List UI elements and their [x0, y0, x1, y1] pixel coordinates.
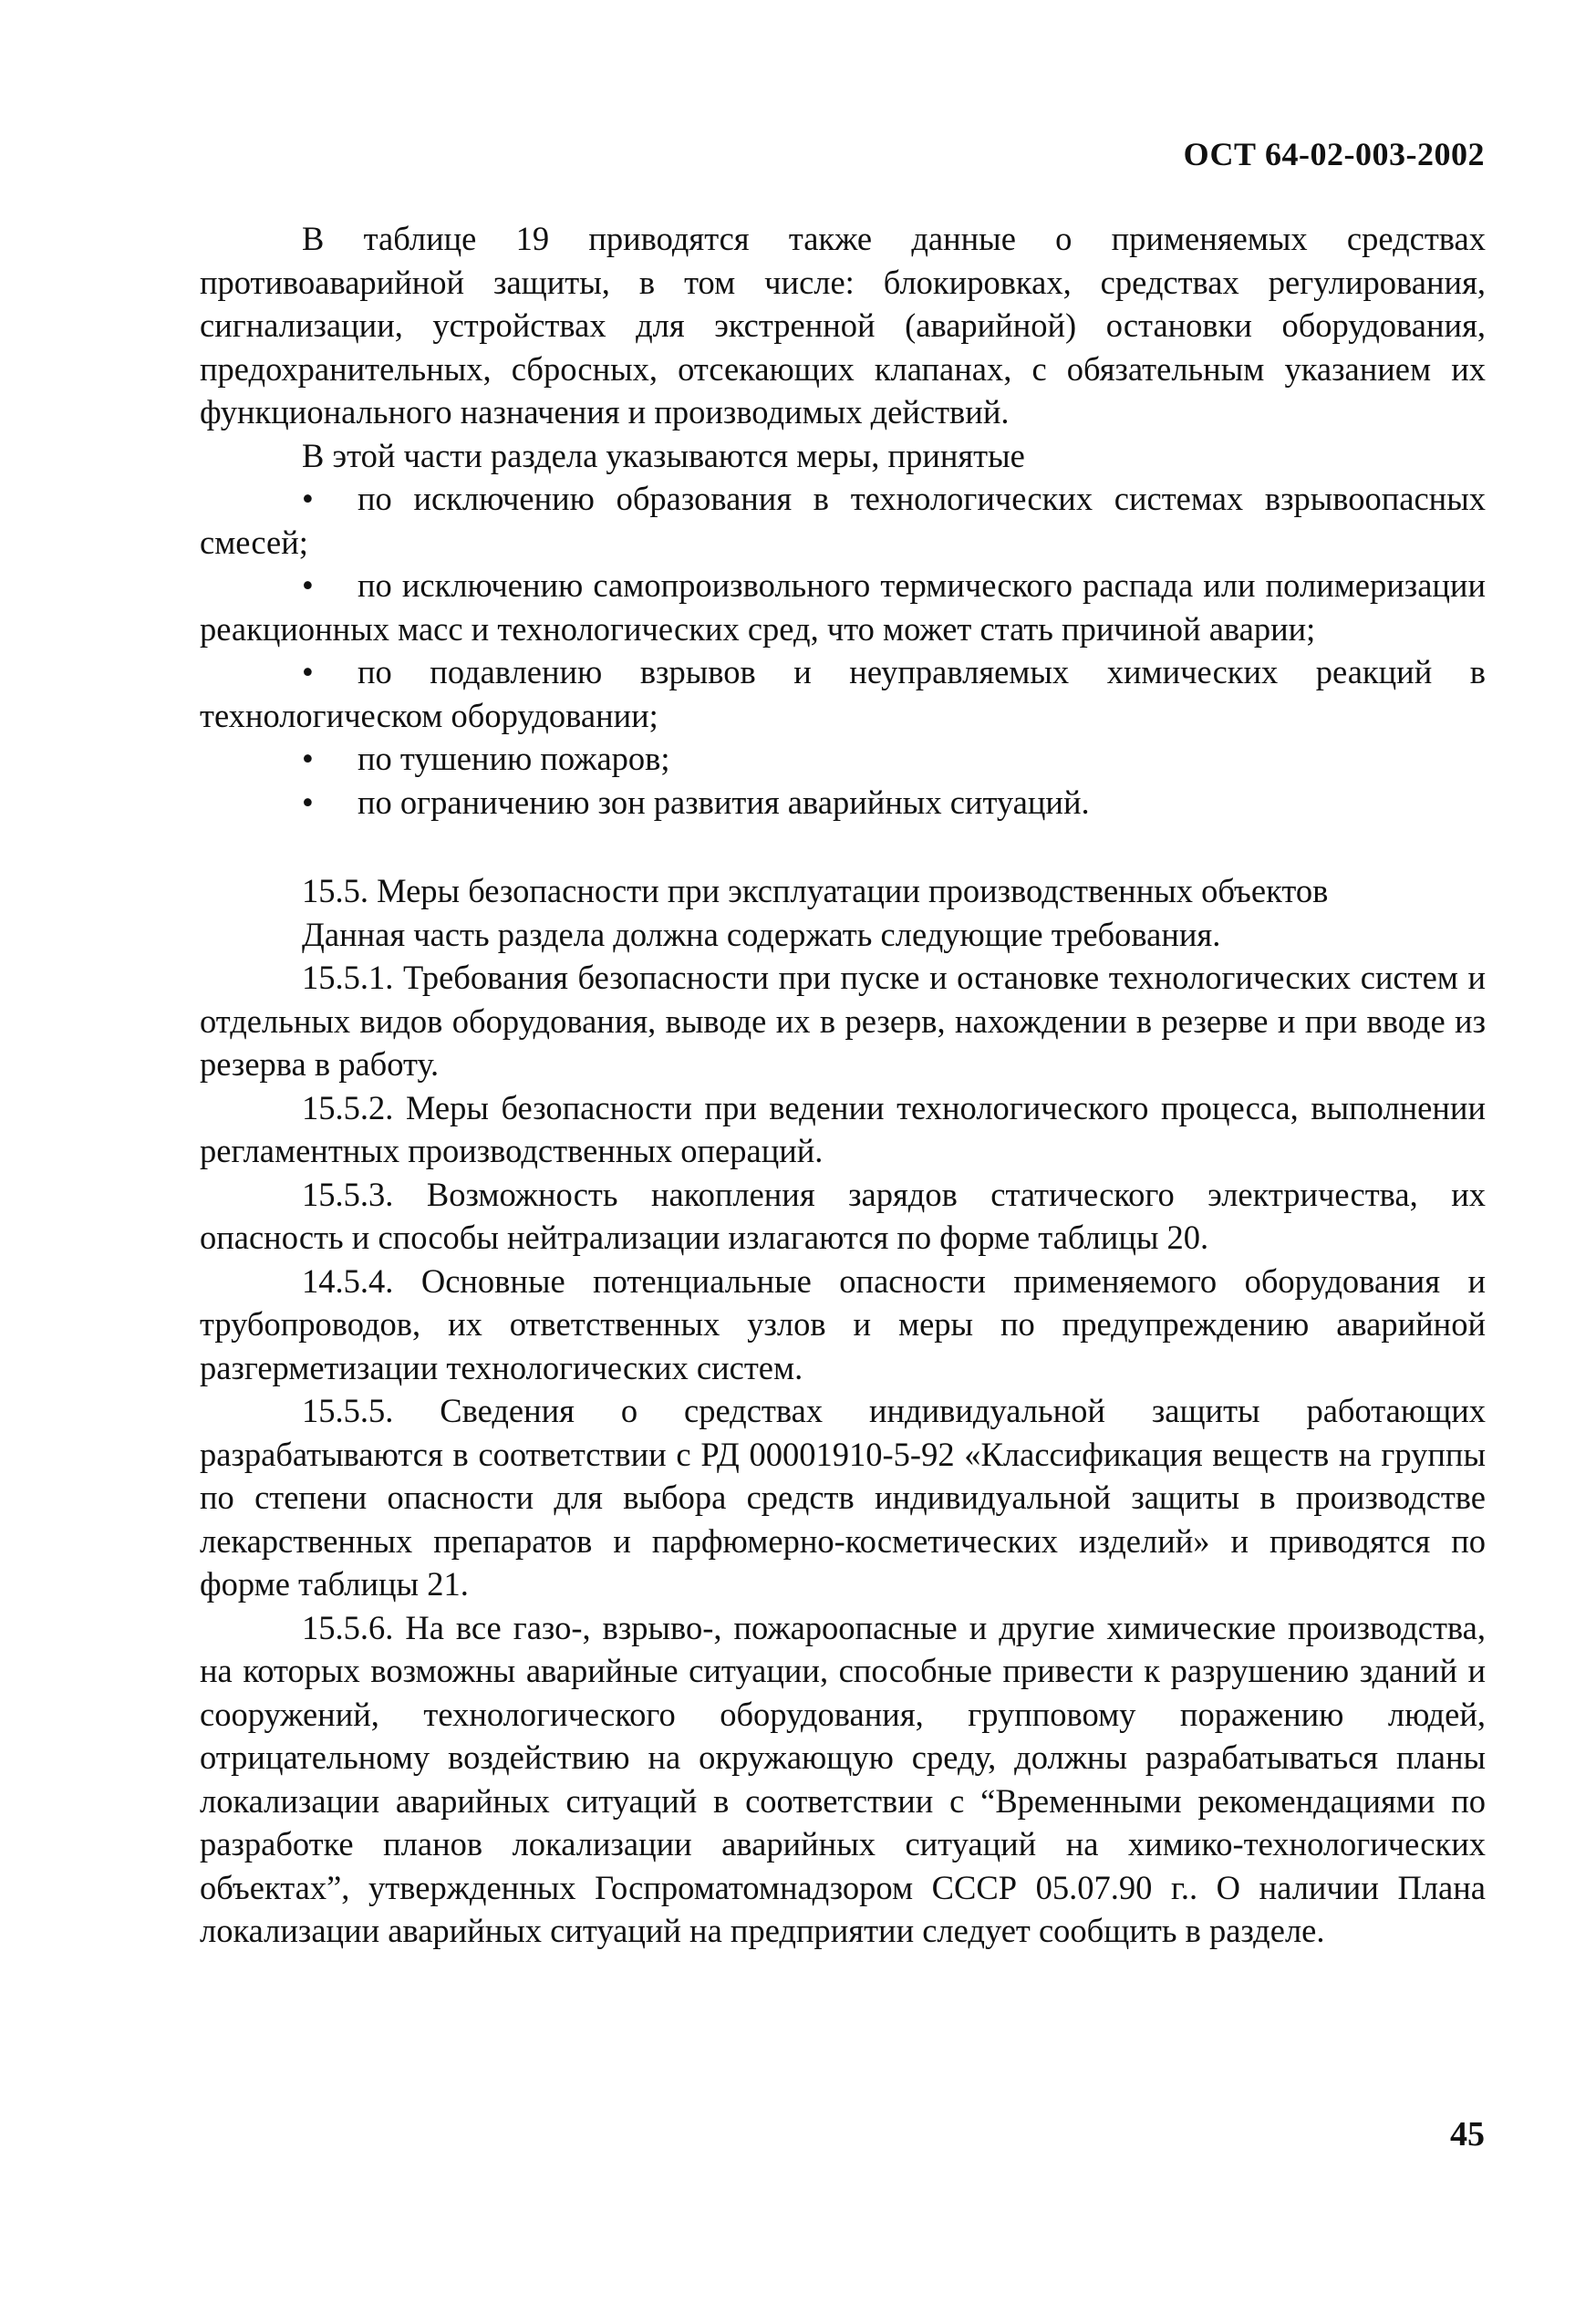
clause-15-5-1: 15.5.1. Требования безопасности при пуске и остановке технологических систем и отдельных видов оборудования, выводе их в резерв, нахождении в резерве и при вводе из резерва в работу. — [200, 959, 1486, 1083]
clause-14-5-4: 14.5.4. Основные потенциальные опасности применяемого оборудования и трубопроводов, их ответственных узлов и меры по предупреждению аварийной разгерметизации технологических систем. — [200, 1261, 1486, 1386]
list-item — [200, 650, 1486, 737]
bullet-marker: • — [302, 740, 314, 777]
list-item — [200, 737, 1486, 781]
bullet-marker: • — [302, 653, 314, 690]
bullet-marker: • — [302, 480, 314, 517]
section-lead: Данная часть раздела должна содержать следующие требования. — [302, 915, 1221, 953]
clause-15-5-3: 15.5.3. Возможность накопления зарядов статического электричества, их опасность и способы нейтрализации излагаются по форме таблицы 20. — [200, 1175, 1486, 1256]
list-item-text: по тушению пожаров; — [358, 740, 670, 777]
section-spacer — [200, 824, 1486, 869]
list-item — [200, 564, 1486, 650]
section-title: 15.5. Меры безопасности при эксплуатации производственных объектов — [302, 872, 1329, 909]
bullet-marker: • — [302, 566, 314, 604]
document-code-header: ОСТ 64-02-003-2002 — [1183, 136, 1485, 172]
document-body — [200, 217, 1486, 1953]
page-number: 45 — [1450, 2115, 1485, 2153]
clause-15-5-2: 15.5.2. Меры безопасности при ведении технологического процесса, выполнении регламентных производственных операций. — [200, 1088, 1486, 1169]
list-item-text: по подавлению взрывов и неуправляемых химических реакций в технологическом оборудовании; — [200, 653, 1486, 734]
list-item — [200, 781, 1486, 825]
clause-15-5-5: 15.5.5. Сведения о средствах индивидуальной защиты работающих разрабатываются в соответствии с РД 00001910-5-92 «Классификация веществ на группы по степени опасности для выбора средств индивидуальной защиты в производстве лекарственных препаратов и парфюмерно-косметических изделий» и приводятся по форме таблицы 21. — [200, 1392, 1486, 1603]
bullet-marker: • — [302, 783, 314, 821]
list-item-text: по исключению самопроизвольного термического распада или полимеризации реакционных масс и технологических сред, что может стать причиной аварии; — [200, 566, 1486, 648]
clause-15-5-6: 15.5.6. На все газо-, взрыво-, пожароопасные и другие химические производства, на которых возможны аварийные ситуации, способные привести к разрушению зданий и сооружений, технологического оборудования, групповому поражению людей, отрицательному воздействию на окружающую среду, должны разрабатываться планы локализации аварийных ситуаций в соответствии с “Временными рекомендациями по разработке планов локализации аварийных ситуаций на химико-технологических объектах”, утвержденных Госпроматомнадзором СССР 05.07.90 г.. О наличии Плана локализации аварийных ситуаций на предприятии следует сообщить в разделе. — [200, 1608, 1486, 1949]
measures-list — [200, 477, 1486, 824]
paragraph-table-19: В таблице 19 приводятся также данные о применяемых средствах противоаварийной защиты, в том числе: блокировках, средствах регулирования, сигнализации, устройствах для экстренной (аварийной) остановки оборудования, предохранительных, сбросных, отсекающих клапанах, с обязательным указанием их функционального назначения и производимых действий. — [200, 220, 1486, 431]
list-item-text: по исключению образования в технологических системах взрывоопасных смесей; — [200, 480, 1486, 561]
paragraph-measures-intro: В этой части раздела указываются меры, принятые — [302, 436, 1025, 474]
list-item — [200, 477, 1486, 564]
list-item-text: по ограничению зон развития аварийных ситуаций. — [358, 783, 1090, 821]
